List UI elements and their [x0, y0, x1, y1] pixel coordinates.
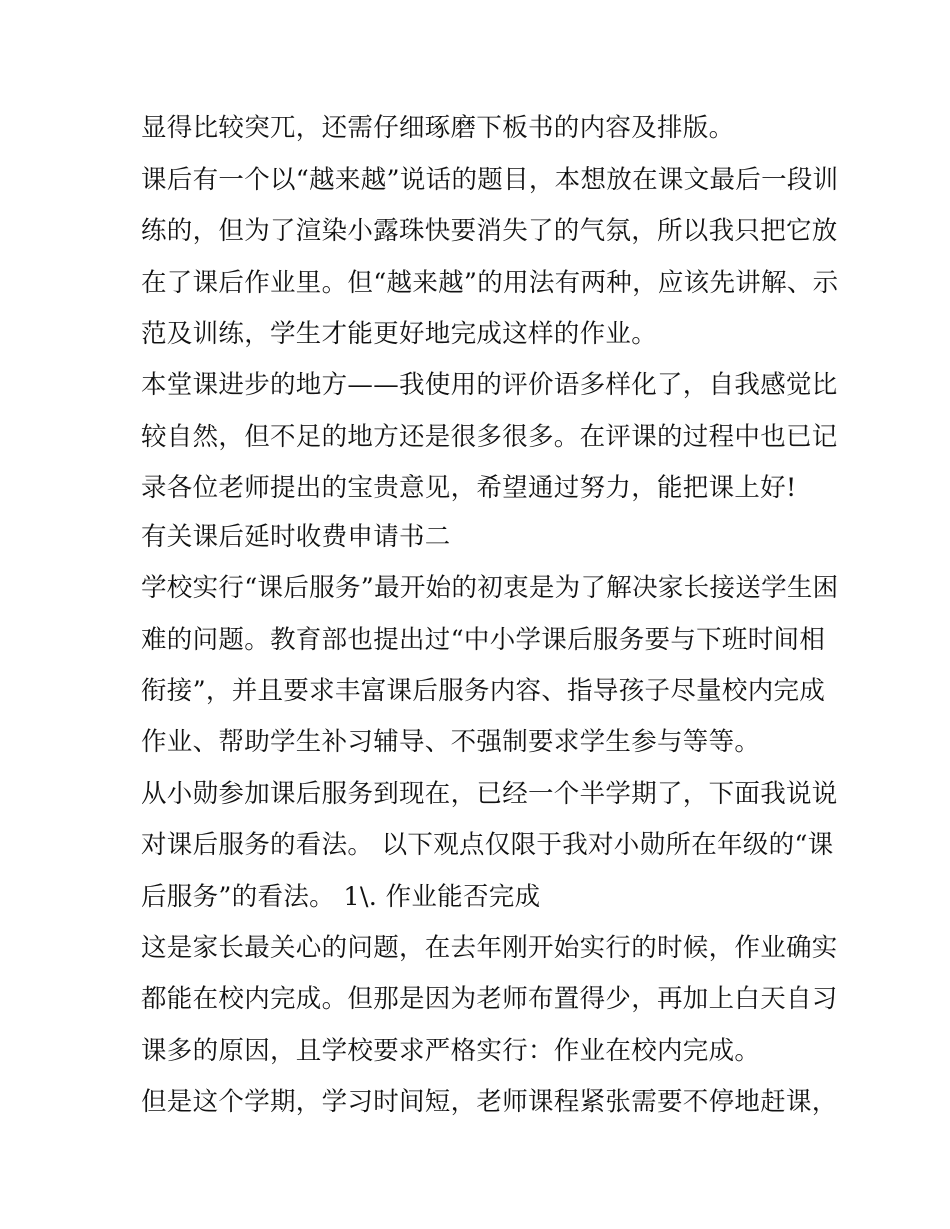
text-line: 较自然，但不足的地方还是很多很多。在评课的过程中也已记: [141, 422, 838, 452]
text-line: 作业、帮助学生补习辅导、不强制要求学生参与等等。: [141, 727, 761, 757]
text-line: 难的问题。教育部也提出过“中小学课后服务要与下班时间相: [141, 625, 826, 655]
text-line: 都能在校内完成。但那是因为老师布置得少，再加上白天自习: [141, 984, 838, 1014]
text-line: 对课后服务的看法。 以下观点仅限于我对小勋所在年级的“课: [141, 830, 834, 860]
text-line: 本堂课进步的地方——我使用的评价语多样化了，自我感觉比: [141, 370, 838, 400]
text-line: 但是这个学期，学习时间短，老师课程紧张需要不停地赶课，: [141, 1087, 838, 1117]
text-line: 衔接”，并且要求丰富课后服务内容、指导孩子尽量校内完成: [141, 676, 826, 706]
text-line: 录各位老师提出的宝贵意见，希望通过努力，能把课上好!: [141, 473, 797, 503]
text-line: 后服务”的看法。 1\. 作业能否完成: [141, 882, 541, 912]
text-line: 课后有一个以“越来越”说话的题目，本想放在课文最后一段训: [141, 165, 839, 195]
text-line: 练的，但为了渲染小露珠快要消失了的气氛，所以我只把它放: [141, 216, 838, 246]
text-line: 范及训练，学生才能更好地完成这样的作业。: [141, 319, 658, 349]
text-line: 这是家长最关心的问题，在去年刚开始实行的时候，作业确实: [141, 933, 838, 963]
text-line: 学校实行“课后服务”最开始的初衷是为了解决家长接送学生困: [141, 573, 839, 603]
text-line: 显得比较突兀，还需仔细琢磨下板书的内容及排版。: [141, 113, 735, 143]
text-line: 从小勋参加课后服务到现在，已经一个半学期了，下面我说说: [141, 779, 838, 809]
text-line: 课多的原因，且学校要求严格实行：作业在校内完成。: [141, 1036, 761, 1066]
section-heading: 有关课后延时收费申请书二: [141, 522, 451, 552]
text-line: 在了课后作业里。但“越来越”的用法有两种，应该先讲解、示: [141, 268, 839, 298]
